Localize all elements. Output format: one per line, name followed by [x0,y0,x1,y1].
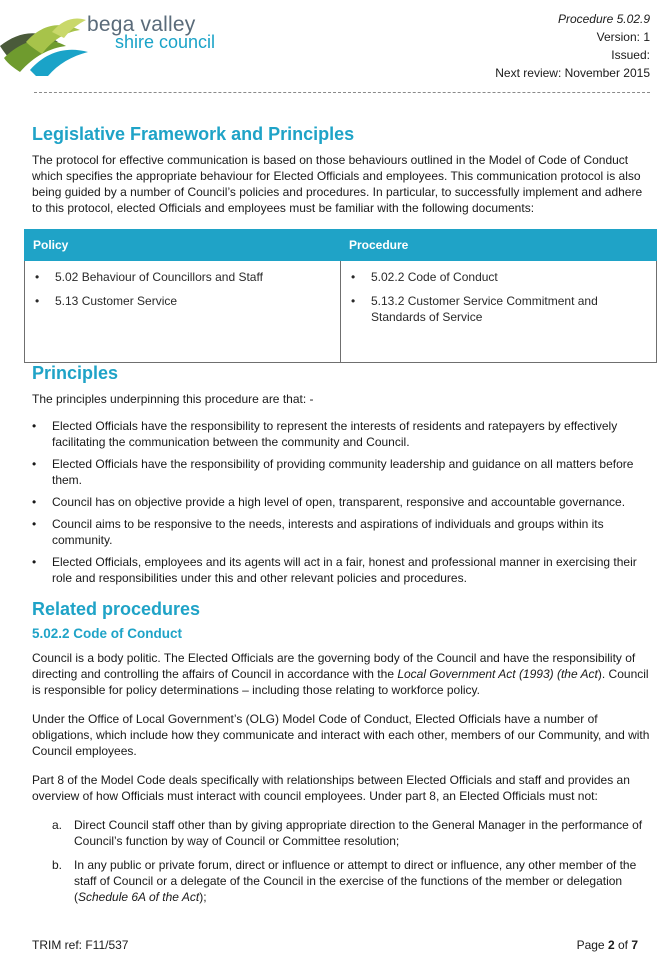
list-item: • 5.13 Customer Service [33,293,332,309]
list-item: • 5.02.2 Code of Conduct [349,269,648,285]
table-header-procedure: Procedure [341,230,657,261]
table-header-policy: Policy [25,230,341,261]
related-paragraph-3: Part 8 of the Model Code deals specifically with relationships between Elected Officials and staff and provides an overview of how Officials must interact with council employees. Under part 8, an Elected Officials must not: [32,773,630,803]
policy-cell [25,261,341,363]
obligations-list [52,817,652,913]
related-paragraph-1: Council is a body politic. The Elected Officials are the governing body of the Council and have the responsibility of directing and controlling the affairs of Council in accordance with the Local Government Act (1993) (the Act). Council is responsible for policy determinations – including those relating to workforce policy. [32,651,649,697]
list-item: a. Direct Council staff other than by giving appropriate direction to the General Manager in the performance of Council’s function by way of Council or Committee resolution; [52,818,643,848]
trim-reference: TRIM ref: F11/537 [32,938,129,952]
list-item: • Elected Officials have the responsibility to represent the interests of residents and ratepayers by effectively facilitating the communication between the community and Council. [32,418,652,450]
list-marker: a. [52,818,63,832]
document-meta [495,10,650,82]
logo-text-line1: bega valley [87,13,196,36]
section-title-principles: Principles [32,363,119,383]
related-paragraph-2: Under the Office of Local Government’s (OLG) Model Code of Conduct, Elected Officials have a number of obligations, which include how they communicate and interact with each other, members of our Community, and with Council employees. [32,712,650,758]
council-logo [0,2,230,76]
principles-list [32,418,652,592]
procedure-cell [341,261,657,363]
list-item: • 5.13.2 Customer Service Commitment and Standards of Service [349,293,648,325]
list-item: • Council aims to be responsive to the needs, interests and aspirations of individuals and groups within its community. [32,516,652,548]
next-review-label: Next review: November 2015 [495,66,650,80]
section-title-related: Related procedures [32,599,201,619]
policy-procedure-table [24,229,657,363]
subsection-title-code-of-conduct: 5.02.2 Code of Conduct [32,626,183,641]
list-item: • Elected Officials have the responsibility of providing community leadership and guidance on all matters before them. [32,456,652,488]
list-marker: b. [52,858,63,872]
principles-intro: The principles underpinning this procedure are that: - [32,392,314,406]
page-number: Page 2 of 7 [576,938,638,952]
issued-label: Issued: [611,48,650,62]
list-item: • Elected Officials, employees and its agents will act in a fair, honest and professional manner in exercising their role and responsibilities under this and other relevant policies and procedures. [32,554,652,586]
procedure-number: Procedure 5.02.9 [557,12,650,26]
header-divider [34,92,650,93]
legislative-intro: The protocol for effective communication is based on those behaviours outlined in the Model of Code of Conduct which specifies the appropriate behaviour for Elected Officials and employees. This communication protocol is also being guided by a number of Council’s policies and procedures. In particular, to successfully implement and adhere to this protocol, elected Officials and employees must be familiar with the following documents: [32,153,643,215]
list-item: b. In any public or private forum, direct or influence or attempt to direct or influence, any other member of the staff of Council or a delegate of the Council in the exercise of the functions of the member or delegation (Schedule 6A of the Act); [52,858,637,904]
list-item: • Council has on objective provide a high level of open, transparent, responsive and accountable governance. [32,494,652,510]
section-title-legislative: Legislative Framework and Principles [32,124,355,144]
logo-text-line2: shire council [115,32,216,52]
act-reference: Local Government Act (1993) [397,667,557,681]
list-item: • 5.02 Behaviour of Councillors and Staff [33,269,332,285]
version-label: Version: 1 [596,30,650,44]
